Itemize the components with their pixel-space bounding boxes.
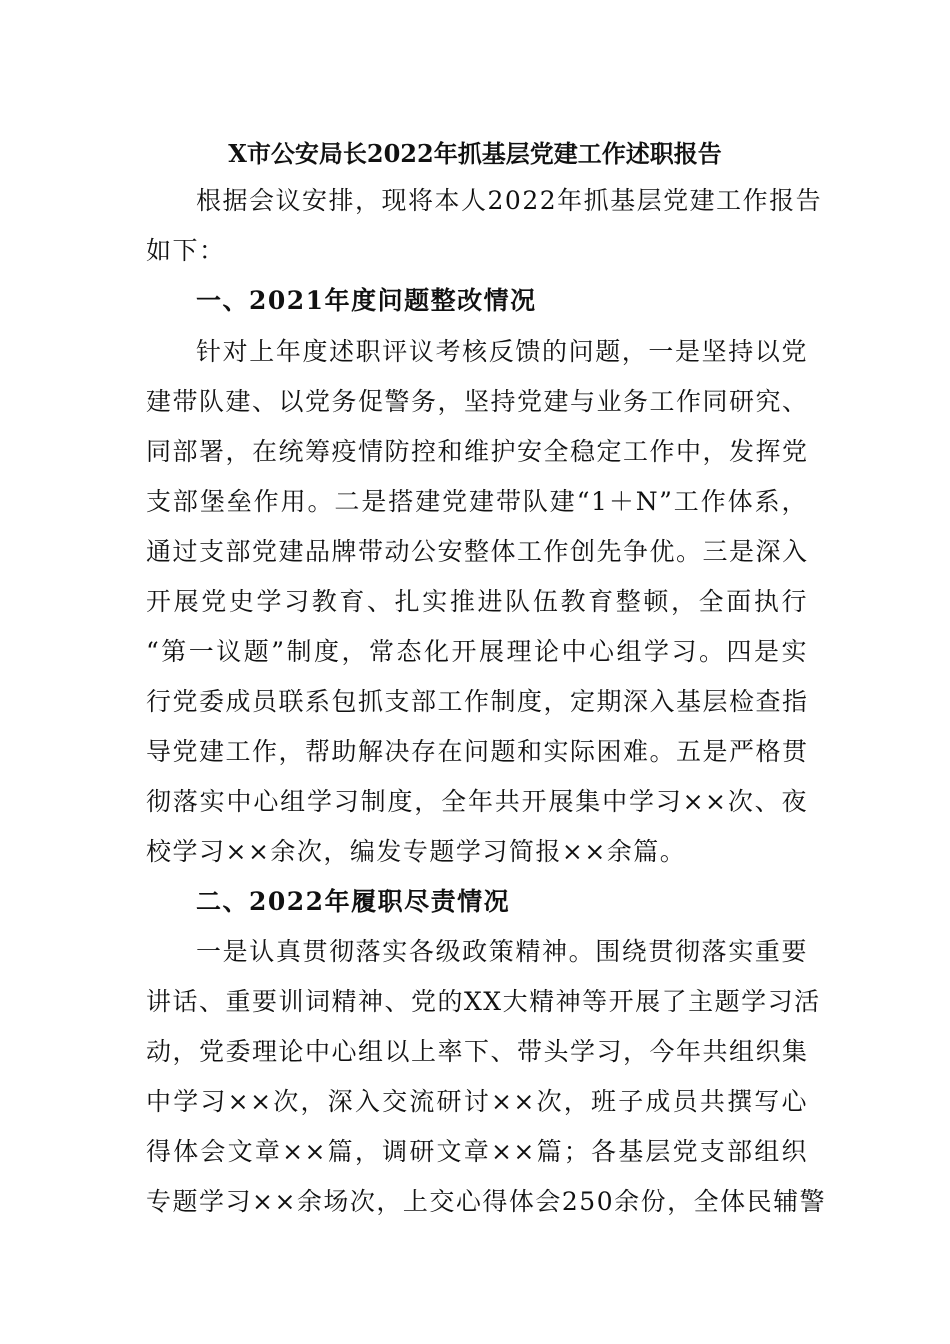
document-title: X市公安局长2022年抓基层党建工作述职报告 bbox=[228, 139, 722, 168]
paragraph-line: 校学习××余次，编发专题学习简报××余篇。 bbox=[146, 837, 687, 866]
paragraph-line: 得体会文章××篇，调研文章××篇；各基层党支部组织 bbox=[146, 1137, 808, 1166]
paragraph-line: “第一议题”制度，常态化开展理论中心组学习。四是实 bbox=[146, 637, 808, 666]
paragraph-line: 中学习××次，深入交流研讨××次，班子成员共撰写心 bbox=[146, 1087, 808, 1116]
paragraph-line: 专题学习××余场次，上交心得体会250余份，全体民辅警 bbox=[146, 1187, 827, 1216]
paragraph-line: 导党建工作，帮助解决存在问题和实际困难。五是严格贯 bbox=[146, 737, 809, 766]
paragraph-line: 开展党史学习教育、扎实推进队伍教育整顿，全面执行 bbox=[146, 587, 808, 616]
paragraph-line: 讲话、重要训词精神、党的XX大精神等开展了主题学习活 bbox=[146, 987, 821, 1016]
intro-line: 如下： bbox=[146, 236, 226, 265]
paragraph-line: 支部堡垒作用。二是搭建党建带队建“1＋N”工作体系， bbox=[146, 487, 808, 516]
paragraph-line: 一是认真贯彻落实各级政策精神。围绕贯彻落实重要 bbox=[196, 937, 808, 966]
paragraph-line: 建带队建、以党务促警务，坚持党建与业务工作同研究、 bbox=[146, 387, 809, 416]
section-heading: 二、2022年履职尽责情况 bbox=[196, 887, 511, 916]
paragraph-line: 彻落实中心组学习制度，全年共开展集中学习××次、夜 bbox=[146, 787, 808, 816]
section-heading: 一、2021年度问题整改情况 bbox=[196, 286, 537, 315]
paragraph-line: 同部署，在统筹疫情防控和维护安全稳定工作中，发挥党 bbox=[146, 437, 809, 466]
intro-line: 根据会议安排，现将本人2022年抓基层党建工作报告 bbox=[196, 186, 823, 215]
paragraph-line: 行党委成员联系包抓支部工作制度，定期深入基层检查指 bbox=[146, 687, 809, 716]
paragraph-line: 通过支部党建品牌带动公安整体工作创先争优。三是深入 bbox=[146, 537, 809, 566]
paragraph-line: 针对上年度述职评议考核反馈的问题，一是坚持以党 bbox=[196, 337, 808, 366]
paragraph-line: 动，党委理论中心组以上率下、带头学习，今年共组织集 bbox=[146, 1037, 809, 1066]
